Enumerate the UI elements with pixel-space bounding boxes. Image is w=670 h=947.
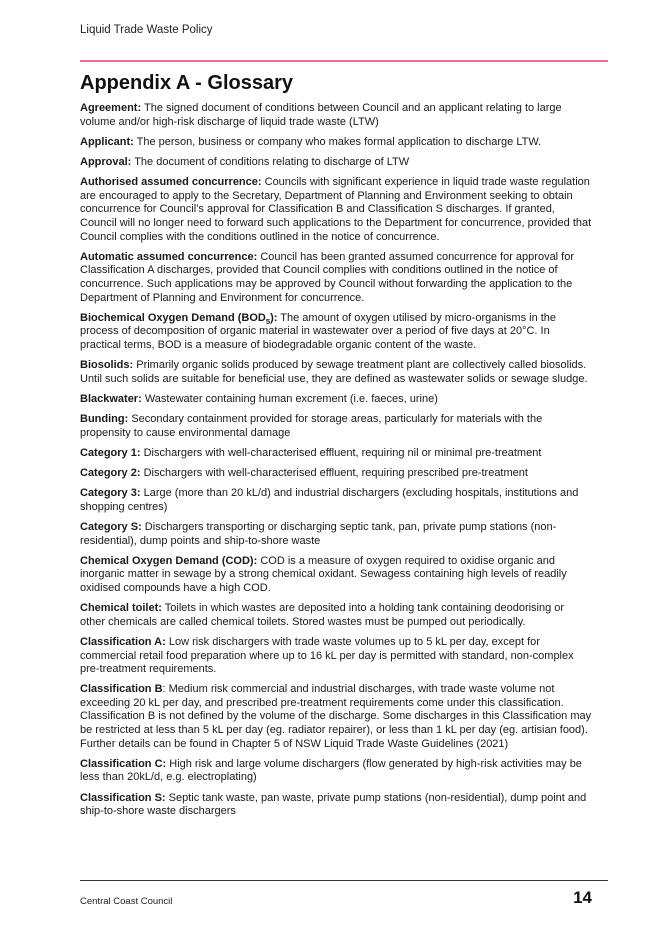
glossary-term: Chemical Oxygen Demand (COD): bbox=[80, 554, 258, 567]
glossary-term: Category S: bbox=[80, 520, 142, 533]
glossary-term-subscript: 5 bbox=[265, 316, 271, 326]
glossary-entry-chemical-toilet bbox=[80, 602, 592, 629]
glossary-definition: Wastewater containing human excrement (i.e. faeces, urine) bbox=[141, 392, 438, 405]
glossary-definition: The person, business or company who makes formal application to discharge LTW. bbox=[133, 135, 542, 148]
glossary-definition: Council has been granted assumed concurrence for approval for Classification A discharges, provided that Council complies with conditions outlined in the notice of concurrence. Such applications may be approved by Council without forwarding the application to the Department of Planning and Environment for concurrence. bbox=[80, 250, 575, 304]
glossary-definition: The document of conditions relating to discharge of LTW bbox=[131, 155, 410, 168]
glossary-term: Authorised assumed concurrence: bbox=[80, 176, 262, 189]
glossary-entry-classification-b bbox=[80, 683, 592, 751]
glossary-definition: Primarily organic solids produced by sewage treatment plant are collectively called biosolids. Until such solids are suitable for beneficial use, they are defined as wastewater solids or sewage sludge. bbox=[80, 359, 588, 385]
glossary-entry-classification-a bbox=[80, 636, 592, 677]
page-header-title: Liquid Trade Waste Policy bbox=[80, 24, 213, 36]
glossary-entry-cod bbox=[80, 555, 592, 596]
glossary-definition: Low risk dischargers with trade waste volumes up to 5 kL per day, except for commercial retail food preparation where up to 16 kL per day is permitted with standard, non-complex pre-treatment requirements. bbox=[80, 635, 574, 676]
glossary-entry-blackwater bbox=[80, 393, 592, 407]
glossary-term: Classification C: bbox=[80, 757, 167, 770]
glossary-entry-category-3 bbox=[80, 487, 592, 514]
glossary-definition: Councils with significant experience in liquid trade waste regulation are encouraged to apply to the Secretary, Department of Planning and Environment seeking to obtain concurrence for Council’s approval for Classification B and Classification S discharges. If granted, Council will no longer need to forward such applications to the Department for concurrence, provided that Council complies with the conditions outlined in the notice of concurrence. bbox=[80, 176, 592, 243]
glossary-entry-category-s bbox=[80, 521, 592, 548]
glossary-entry-classification-s bbox=[80, 792, 592, 819]
glossary-term bbox=[80, 312, 277, 324]
footer-organisation: Central Coast Council bbox=[80, 896, 173, 907]
glossary-term: Classification B bbox=[80, 683, 163, 696]
glossary-entry-applicant bbox=[80, 136, 592, 150]
glossary-term: Chemical toilet: bbox=[80, 602, 162, 615]
glossary-term: Classification A: bbox=[80, 635, 166, 648]
glossary-entry-approval bbox=[80, 156, 592, 170]
glossary-term: Blackwater: bbox=[80, 392, 142, 405]
glossary-definition: The amount of oxygen utilised by micro-organisms in the process of decomposition of organic material in wastewater over a period of five days at 20°C. In practical terms, BOD is a measure of biodegradable organic content of the waste. bbox=[80, 311, 557, 351]
glossary-definition: Large (more than 20 kL/d) and industrial dischargers (excluding hospitals, institutions and shopping centres) bbox=[80, 487, 579, 513]
glossary-entry-category-2 bbox=[80, 467, 592, 481]
glossary-entry-automatic-assumed-concurrence bbox=[80, 251, 592, 305]
glossary-term: Agreement: bbox=[80, 102, 142, 114]
page-number: 14 bbox=[573, 888, 592, 907]
glossary-entry-classification-c bbox=[80, 758, 592, 785]
glossary-term: Applicant: bbox=[80, 135, 134, 148]
glossary-definition: COD is a measure of oxygen required to oxidise organic and inorganic matter in sewage by a strong chemical oxidant. Sewagess containing high levels of readily oxidised compounds have a high COD. bbox=[80, 554, 567, 594]
header-divider bbox=[80, 60, 608, 62]
glossary-definition: Dischargers with well-characterised effluent, requiring nil or minimal pre-treatment bbox=[140, 446, 542, 459]
glossary-entry-agreement bbox=[80, 102, 592, 129]
glossary-definition: Secondary containment provided for storage areas, particularly for materials with the propensity to cause environmental damage bbox=[80, 413, 543, 439]
glossary-entry-bunding bbox=[80, 413, 592, 440]
page-title: Appendix A - Glossary bbox=[80, 72, 294, 94]
glossary-definition: Dischargers transporting or discharging septic tank, pan, private pump stations (non-residential), dump points and ship-to-shore waste bbox=[80, 520, 557, 547]
glossary-entry-category-1 bbox=[80, 447, 592, 461]
glossary-term: Automatic assumed concurrence: bbox=[80, 250, 258, 263]
glossary-entry-bod bbox=[80, 312, 592, 353]
glossary-term: Approval: bbox=[80, 155, 132, 168]
glossary-term: Category 3: bbox=[80, 487, 141, 500]
glossary-definition: High risk and large volume dischargers (flow generated by high-risk activities may be less than 20kL/d, e.g. electroplating) bbox=[80, 757, 582, 784]
glossary-definition: The signed document of conditions between Council and an applicant relating to large volume and/or high-risk discharge of liquid trade waste (LTW) bbox=[80, 102, 562, 128]
glossary-definition: : Medium risk commercial and industrial discharges, with trade waste volume not exceeding 20 kL per day, and prescribed pre-treatment requirements come under this classification. Classification B is not defined by the volume of the discharge. Some discharges in this Classification may be restricted at less than 5 kL per day (eg. radiator repairer), or less than 1 kL per day (eg. artisian food). Further details can be found in Chapter 5 of NSW Liquid Trade Waste Guidelines (2021) bbox=[80, 683, 592, 750]
glossary-content bbox=[80, 70, 592, 825]
glossary-entry-authorised-assumed-concurrence bbox=[80, 176, 592, 244]
glossary-definition: Septic tank waste, pan waste, private pump stations (non-residential), dump point and ship-to-shore waste dischargers bbox=[80, 791, 587, 818]
glossary-term-suffix: ): bbox=[270, 311, 278, 324]
glossary-definition: Dischargers with well-characterised effluent, requiring prescribed pre-treatment bbox=[140, 467, 528, 479]
glossary-term: Bunding: bbox=[80, 413, 129, 426]
glossary-term: Biosolids: bbox=[80, 359, 134, 372]
glossary-term: Category 2: bbox=[80, 467, 141, 479]
glossary-term: Category 1: bbox=[80, 446, 141, 459]
glossary-term-text: Biochemical Oxygen Demand (BOD bbox=[80, 311, 266, 324]
footer-divider bbox=[80, 880, 608, 881]
glossary-entry-biosolids bbox=[80, 359, 592, 386]
glossary-term: Classification S: bbox=[80, 791, 166, 804]
glossary-definition: Toilets in which wastes are deposited into a holding tank containing deodorising or other chemicals are called chemical toilets. Stored wastes must be pumped out periodically. bbox=[80, 602, 565, 628]
